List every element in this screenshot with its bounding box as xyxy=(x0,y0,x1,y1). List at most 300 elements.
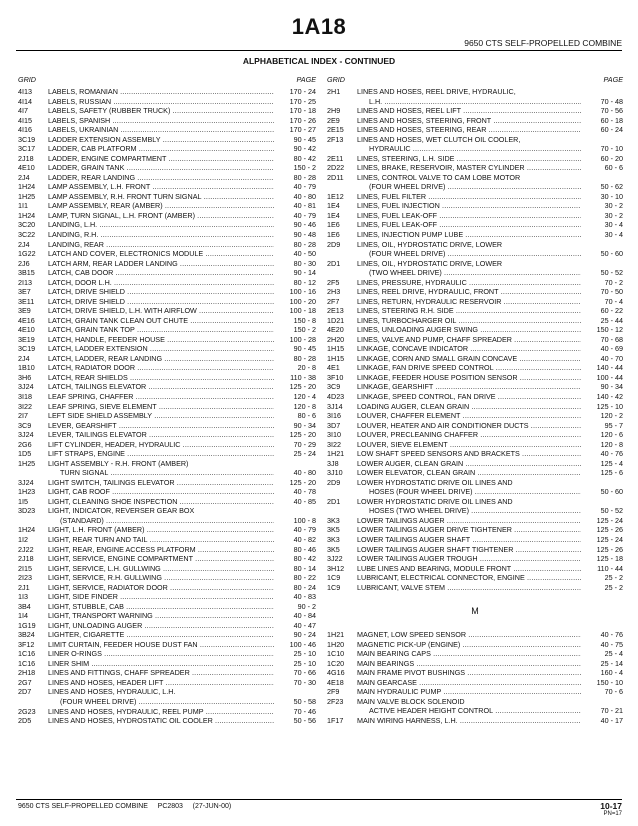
entry-text: (FOUR WHEEL DRIVE) ..... xyxy=(60,697,274,707)
entry-text: LADDER, CAB PLATFORM ..... xyxy=(48,144,274,154)
index-entry xyxy=(18,173,316,183)
index-entry xyxy=(327,125,623,135)
page-ref: 50 - 52 xyxy=(600,268,623,278)
grid-ref: 3J24 xyxy=(18,477,34,487)
entry-text: MAIN BEARING CAPS ..... xyxy=(357,649,581,659)
index-entry xyxy=(327,325,623,335)
grid-ref: 3F10 xyxy=(327,372,344,382)
index-entry xyxy=(18,516,316,526)
page-ref: 90 - 34 xyxy=(293,420,316,430)
page-ref: 25 - 14 xyxy=(600,658,623,668)
grid-ref: 2I13 xyxy=(18,277,32,287)
grid-ref: 2H18 xyxy=(18,668,36,678)
grid-ref: 3K5 xyxy=(327,525,340,535)
entry-text: LABELS, UKRAINIAN ..... xyxy=(48,125,274,135)
grid-ref: 3H12 xyxy=(327,563,345,573)
index-entry xyxy=(18,287,316,297)
page-ref: 100 - 16 xyxy=(289,287,316,297)
entry-text: LOUVER, SIEVE ELEMENT ..... xyxy=(357,440,581,450)
entry-text: LUBRICANT, ELECTRICAL CONNECTOR, ENGINE ..... xyxy=(357,573,581,583)
entry-text: LIGHT, REAR TURN AND TAIL ..... xyxy=(48,535,274,545)
page-ref: 70 - 30 xyxy=(293,677,316,687)
index-entry xyxy=(18,506,316,516)
grid-ref: 4E20 xyxy=(327,325,344,335)
index-entry xyxy=(18,220,316,230)
page-ref: 110 - 38 xyxy=(290,372,316,382)
page-ref: 120 - 8 xyxy=(600,439,623,449)
index-entry xyxy=(18,468,316,478)
index-entry xyxy=(327,287,623,297)
index-entry xyxy=(18,125,316,135)
page-ref: 150 - 10 xyxy=(596,677,623,687)
entry-text: LINES, CONTROL VALVE TO CAM LOBE MOTOR xyxy=(357,172,521,182)
index-entry xyxy=(18,497,316,507)
index-entry xyxy=(327,173,623,183)
page-ref: 90 - 34 xyxy=(600,382,623,392)
index-entry xyxy=(327,135,623,145)
entry-text: LEVER, GEARSHIFT ..... xyxy=(48,421,274,431)
page-ref: 95 - 7 xyxy=(604,420,623,430)
index-entry xyxy=(327,687,623,697)
grid-ref: 3B24 xyxy=(18,630,35,640)
entry-text: L.H. ..... xyxy=(369,97,581,107)
footer-rule xyxy=(16,799,622,800)
index-entry xyxy=(327,678,623,688)
entry-text: LATCH, CAB DOOR ..... xyxy=(48,268,274,278)
entry-text: LINES, FUEL INJECTION ..... xyxy=(357,201,581,211)
page-ref: 25 - 2 xyxy=(604,573,623,583)
page-ref: 50 - 58 xyxy=(293,697,316,706)
page-ref: 125 - 4 xyxy=(600,458,623,468)
entry-text: LADDER, GRAIN TANK ..... xyxy=(48,163,274,173)
index-entry xyxy=(327,182,623,192)
index-entry xyxy=(327,649,623,659)
index-entry xyxy=(18,545,316,555)
grid-ref: 4E18 xyxy=(327,677,344,687)
index-entry xyxy=(18,316,316,326)
entry-text: LANDING, R.H. ..... xyxy=(48,230,274,240)
grid-ref: 2J4 xyxy=(18,172,30,182)
entry-text: LOWER TAILINGS AUGER ..... xyxy=(357,516,581,526)
index-entry xyxy=(327,573,623,583)
index-entry xyxy=(327,554,623,564)
index-entry xyxy=(327,116,623,126)
entry-text: LUBE LINES AND BEARING, MODULE FRONT ..... xyxy=(357,564,581,574)
page-ref: 100 - 20 xyxy=(289,296,316,306)
page-ref: 125 - 24 xyxy=(596,515,623,525)
grid-ref: 1H24 xyxy=(18,210,36,220)
entry-text: LAMP ASSEMBLY, R.H. FRONT TURN SIGNAL ..... xyxy=(48,192,274,202)
page-ref: 140 - 42 xyxy=(596,392,623,401)
index-entry xyxy=(327,306,623,316)
entry-text: TURN SIGNAL ..... xyxy=(60,468,274,478)
page-ref: 170 - 24 xyxy=(289,87,316,96)
grid-ref: 4I15 xyxy=(18,115,32,125)
grid-ref: 2H1 xyxy=(327,87,341,96)
page-ref: 40 - 69 xyxy=(600,344,623,354)
index-entry xyxy=(327,382,623,392)
entry-text: LOUVER, PRECLEANING CHAFFER ..... xyxy=(357,430,581,440)
index-entry xyxy=(327,668,623,678)
grid-ref: 3E9 xyxy=(18,306,31,316)
grid-ref: 4E16 xyxy=(18,315,35,325)
index-entry xyxy=(327,163,623,173)
entry-text: HOSES (TWO WHEEL DRIVE) ..... xyxy=(369,506,581,516)
index-entry xyxy=(18,697,316,707)
page-ref: 80 - 14 xyxy=(293,563,316,573)
entry-text: LINES, REEL DRIVE, HYDRAULIC, FRONT ..... xyxy=(357,287,581,297)
index-entry xyxy=(327,449,623,459)
page-ref: 80 - 28 xyxy=(293,353,316,363)
index-entry xyxy=(327,525,623,535)
grid-ref: 1D21 xyxy=(327,315,345,325)
page-ref: 125 - 20 xyxy=(289,430,316,440)
page-ref: 160 - 4 xyxy=(600,668,623,678)
page-ref: 50 - 52 xyxy=(600,506,623,516)
grid-ref: 2H3 xyxy=(327,287,341,297)
page-ref: 40 - 79 xyxy=(293,182,316,192)
page-ref: 90 - 48 xyxy=(293,229,316,239)
entry-text: (STANDARD) ..... xyxy=(60,516,274,526)
grid-ref: 2D9 xyxy=(327,239,341,249)
grid-ref: 4E10 xyxy=(18,163,35,173)
index-entry xyxy=(327,497,623,507)
page-ref: 50 - 60 xyxy=(600,249,623,259)
page-ref: 80 - 28 xyxy=(293,172,316,182)
entry-text: MAIN VALVE BLOCK SOLENOID xyxy=(357,696,465,706)
grid-ref: 4E10 xyxy=(18,325,35,335)
grid-label: GRID xyxy=(327,75,345,84)
index-entry xyxy=(327,468,623,478)
index-entry xyxy=(18,135,316,145)
index-entry xyxy=(327,278,623,288)
entry-text: LIGHT SWITCH, TAILINGS ELEVATOR ..... xyxy=(48,478,274,488)
grid-ref: 4I13 xyxy=(18,87,32,96)
index-entry xyxy=(18,163,316,173)
index-entry xyxy=(327,220,623,230)
page-ref: 90 - 2 xyxy=(297,601,316,611)
index-entry xyxy=(327,344,623,354)
page-ref: 125 - 20 xyxy=(289,477,316,487)
page-ref: 40 - 47 xyxy=(293,620,316,630)
entry-text: LADDER, ENGINE COMPARTMENT ..... xyxy=(48,154,274,164)
entry-text: LATCH, DRIVE SHIELD, L.H. WITH AIRFLOW ..... xyxy=(48,306,274,316)
page-ref: 80 - 24 xyxy=(293,582,316,592)
entry-text: LIGHT, SERVICE, ENGINE COMPARTMENT ..... xyxy=(48,554,274,564)
index-entry xyxy=(327,516,623,526)
entry-text: LINES, BRAKE, RESERVOIR, MASTER CYLINDER ..... xyxy=(357,163,581,173)
entry-text: LINES AND HOSES, HYDRAULIC, REEL PUMP ..... xyxy=(48,707,274,717)
index-entry xyxy=(327,240,623,250)
grid-ref: 1E12 xyxy=(327,191,344,201)
entry-text: MAIN FRAME PIVOT BUSHINGS ..... xyxy=(357,668,581,678)
entry-text: LIGHT, STUBBLE, CAB ..... xyxy=(48,602,274,612)
grid-ref: 4G16 xyxy=(327,668,345,678)
index-entry xyxy=(18,668,316,678)
grid-ref: 2F5 xyxy=(327,277,340,287)
page-ref: 150 - 2 xyxy=(293,163,316,173)
page-ref: 90 - 42 xyxy=(293,144,316,154)
index-entry xyxy=(18,707,316,717)
page-ref: 25 - 10 xyxy=(293,649,316,659)
grid-ref: 1I4 xyxy=(18,611,28,621)
entry-text: LINKAGE, GEARSHIFT ..... xyxy=(357,382,581,392)
index-entry xyxy=(327,230,623,240)
entry-text: LOWER ELEVATOR, CLEAN GRAIN ..... xyxy=(357,468,581,478)
index-entry xyxy=(18,363,316,373)
page-ref: 50 - 60 xyxy=(600,487,623,497)
grid-ref: 3J24 xyxy=(18,382,34,392)
grid-ref: 3I22 xyxy=(327,439,341,449)
column-header xyxy=(327,75,623,87)
entry-text: LIFT CYLINDER, HEADER, HYDRAULIC ..... xyxy=(48,440,274,450)
page-ref: 40 - 81 xyxy=(293,201,316,211)
index-entry xyxy=(18,583,316,593)
index-entry xyxy=(18,259,316,269)
page-ref: 125 - 24 xyxy=(596,534,623,544)
entry-text: LABELS, RUSSIAN ..... xyxy=(48,97,274,107)
entry-text: MAGNET, LOW SPEED SENSOR ..... xyxy=(357,630,581,640)
page-ref: 100 - 44 xyxy=(596,372,623,382)
index-entry xyxy=(18,525,316,535)
grid-ref: 3C9 xyxy=(18,420,32,430)
page-ref: 125 - 26 xyxy=(596,544,623,554)
entry-text: LINES, UNLOADING AUGER SWING ..... xyxy=(357,325,581,335)
page-ref: 100 - 46 xyxy=(289,639,316,649)
index-entry xyxy=(327,106,623,116)
index-entry xyxy=(327,335,623,345)
entry-text: LATCH, REAR SHIELDS ..... xyxy=(48,373,274,383)
entry-text: LINES AND HOSES, HYDROSTATIC OIL COOLER ..... xyxy=(48,716,274,726)
entry-text: LINER SHIM ..... xyxy=(48,659,274,669)
entry-text: LATCH, GRAIN TANK CLEAN OUT CHUTE ..... xyxy=(48,316,274,326)
page-ref: 40 - 70 xyxy=(600,353,623,363)
index-entry xyxy=(18,297,316,307)
grid-ref: 2G23 xyxy=(18,706,36,716)
entry-text: LABELS, ROMANIAN ..... xyxy=(48,87,274,97)
index-entry xyxy=(18,621,316,631)
page-ref: 70 - 6 xyxy=(604,687,623,697)
left-entries xyxy=(18,87,316,726)
page-ref: 170 - 25 xyxy=(289,96,316,106)
entry-text: LOUVER, HEATER AND AIR CONDITIONER DUCTS ..... xyxy=(357,421,581,431)
entry-text: MAIN WIRING HARNESS, L.H. ..... xyxy=(357,716,581,726)
grid-ref: 2J1 xyxy=(18,582,30,592)
page-ref: 70 - 46 xyxy=(293,706,316,716)
page-ref: 125 - 10 xyxy=(596,401,623,411)
grid-ref: 1E4 xyxy=(327,210,340,220)
grid-ref: 1C16 xyxy=(18,658,36,668)
page-ref: 50 - 62 xyxy=(600,182,623,192)
entry-text: LUBRICANT, VALVE STEM ..... xyxy=(357,583,581,593)
entry-text: LAMP ASSEMBLY, L.H. FRONT ..... xyxy=(48,182,274,192)
page-ref: 40 - 80 xyxy=(293,191,316,201)
entry-text: ACTIVE HEADER HEIGHT CONTROL ..... xyxy=(369,706,581,716)
entry-text: LINES, TURBOCHARGER OIL ..... xyxy=(357,316,581,326)
page-ref: 150 - 8 xyxy=(293,315,316,325)
grid-ref: 2H20 xyxy=(327,334,345,344)
entry-text: LATCH, LADDER EXTENSION ..... xyxy=(48,344,274,354)
page-ref: 30 - 2 xyxy=(604,210,623,220)
column-header xyxy=(18,75,316,87)
page-ref: 90 - 46 xyxy=(293,220,316,230)
grid-ref: 2I7 xyxy=(18,411,28,421)
page-label: PAGE xyxy=(296,75,316,84)
page-ref: 40 - 75 xyxy=(600,639,623,649)
index-entry xyxy=(327,630,623,640)
page-ref: 70 - 21 xyxy=(600,706,623,716)
grid-ref: 2D1 xyxy=(327,496,341,506)
page-ref: 25 - 44 xyxy=(600,315,623,325)
entry-text: MAIN GEARCASE ..... xyxy=(357,678,581,688)
entry-text: (FOUR WHEEL DRIVE) ..... xyxy=(369,182,581,192)
entry-text: MAGNETIC PICK-UP (ENGINE) ..... xyxy=(357,640,581,650)
page-ref: 40 - 79 xyxy=(293,210,316,220)
grid-ref: 2D11 xyxy=(327,172,344,182)
entry-text: LATCH, GRAIN TANK TOP ..... xyxy=(48,325,274,335)
index-entry xyxy=(327,297,623,307)
entry-text: LINES AND HOSES, STEERING, REAR ..... xyxy=(357,125,581,135)
entry-text: LOWER TAILINGS AUGER SHAFT ..... xyxy=(357,535,581,545)
page-ref: 70 - 4 xyxy=(604,296,623,306)
index-entry xyxy=(327,583,623,593)
grid-ref: 3C20 xyxy=(18,220,36,230)
entry-text: LADDER, REAR LANDING ..... xyxy=(48,173,274,183)
right-entries xyxy=(327,87,623,726)
index-entry xyxy=(327,487,623,497)
footer-page-number: 10-17 xyxy=(600,801,622,811)
index-entry xyxy=(18,421,316,431)
entry-text: LATCH, DRIVE SHIELD ..... xyxy=(48,287,274,297)
page-ref: 120 - 8 xyxy=(293,401,316,411)
grid-ref: 3H6 xyxy=(18,372,32,382)
grid-ref: 2J6 xyxy=(18,258,30,268)
entry-text: LINES, VALVE AND PUMP, CHAFF SPREADER ..... xyxy=(357,335,581,345)
grid-ref: 2J4 xyxy=(18,239,30,249)
index-entry xyxy=(327,545,623,555)
entry-text: LATCH, RADIATOR DOOR ..... xyxy=(48,363,274,373)
grid-ref: 2F7 xyxy=(327,296,340,306)
index-entry xyxy=(18,630,316,640)
page-ref: 25 - 2 xyxy=(604,582,623,592)
entry-text: LABELS, SPANISH ..... xyxy=(48,116,274,126)
entry-text: LANDING, REAR ..... xyxy=(48,240,274,250)
page-ref: 70 - 56 xyxy=(600,106,623,116)
index-entry xyxy=(18,116,316,126)
entry-text: LATCH, DRIVE SHIELD ..... xyxy=(48,297,274,307)
index-entry xyxy=(18,354,316,364)
entry-text: LAMP, TURN SIGNAL, L.H. FRONT (AMBER) ..... xyxy=(48,211,274,221)
entry-text: LIGHTER, CIGARETTE ..... xyxy=(48,630,274,640)
entry-text: LINES AND HOSES, HEADER LIFT ..... xyxy=(48,678,274,688)
document-subtitle: 9650 CTS SELF-PROPELLED COMBINE xyxy=(464,38,622,48)
page-ref: 90 - 45 xyxy=(293,134,316,144)
grid-ref: 4I14 xyxy=(18,96,32,106)
grid-ref: 2H9 xyxy=(327,106,341,116)
grid-ref: 1C20 xyxy=(327,658,345,668)
entry-text: LIGHT, L.H. FRONT (AMBER) ..... xyxy=(48,525,274,535)
entry-text: LIGHT, UNLOADING AUGER ..... xyxy=(48,621,274,631)
grid-ref: 3F12 xyxy=(18,639,35,649)
page-ref: 30 - 4 xyxy=(604,229,623,239)
index-entry xyxy=(18,602,316,612)
entry-text: LADDER EXTENSION ASSEMBLY ..... xyxy=(48,135,274,145)
entry-text: LINES, OIL, HYDROSTATIC DRIVE, LOWER xyxy=(357,239,503,249)
entry-text: LINES AND HOSES, HYDRAULIC, L.H. xyxy=(48,687,176,697)
page-ref: 170 - 18 xyxy=(289,106,316,116)
index-entry xyxy=(18,306,316,316)
entry-text: HYDRAULIC ..... xyxy=(369,144,581,154)
grid-ref: 4I16 xyxy=(18,125,32,135)
index-entry xyxy=(18,592,316,602)
grid-ref: 2D22 xyxy=(327,163,345,173)
page-label: PAGE xyxy=(603,75,623,84)
index-entry xyxy=(327,144,623,154)
index-entry xyxy=(18,411,316,421)
entry-text: LANDING, L.H. ..... xyxy=(48,220,274,230)
footer-page-code: PN=17 xyxy=(603,811,622,817)
index-entry xyxy=(327,430,623,440)
page-ref: 30 - 10 xyxy=(600,191,623,201)
index-entry xyxy=(18,106,316,116)
entry-text: LINES, FUEL LEAK-OFF ..... xyxy=(357,220,581,230)
spacer xyxy=(327,621,623,631)
entry-text: LIGHT, INDICATOR, REVERSER GEAR BOX xyxy=(48,506,195,516)
grid-ref: 4E1 xyxy=(327,363,340,373)
index-entry xyxy=(327,640,623,650)
grid-ref: 2E9 xyxy=(327,115,340,125)
page-ref: 60 - 6 xyxy=(604,163,623,173)
entry-text: LOADING AUGER, CLEAN GRAIN ..... xyxy=(357,402,581,412)
index-entry xyxy=(327,154,623,164)
index-entry xyxy=(18,430,316,440)
grid-ref: 3C17 xyxy=(18,144,36,154)
grid-ref: 1C10 xyxy=(327,649,345,659)
index-entry xyxy=(18,249,316,259)
page-ref: 30 - 4 xyxy=(604,220,623,230)
entry-text: LATCH, TAILINGS ELEVATOR ..... xyxy=(48,382,274,392)
page-ref: 40 - 76 xyxy=(600,630,623,640)
entry-text: LINES AND HOSES, STEERING, FRONT ..... xyxy=(357,116,581,126)
index-entry xyxy=(18,535,316,545)
entry-text: LOWER HYDROSTATIC DRIVE OIL LINES AND xyxy=(357,477,513,487)
entry-text: MAIN BEARINGS ..... xyxy=(357,659,581,669)
entry-text: LAMP ASSEMBLY, REAR (AMBER) ..... xyxy=(48,201,274,211)
page-ref: 80 - 6 xyxy=(297,411,316,421)
entry-text: HOSES (FOUR WHEEL DRIVE) ..... xyxy=(369,487,581,497)
entry-text: LIMIT CURTAIN, FEEDER HOUSE DUST FAN ..... xyxy=(48,640,274,650)
index-entry xyxy=(18,649,316,659)
page-ref: 150 - 2 xyxy=(293,325,316,335)
index-entry xyxy=(18,564,316,574)
entry-text: LATCH AND COVER, ELECTRONICS MODULE ..... xyxy=(48,249,274,259)
index-entry xyxy=(18,97,316,107)
page-ref: 125 - 6 xyxy=(600,468,623,478)
entry-text: LABELS, SAFETY (RUBBER TRUCK) ..... xyxy=(48,106,274,116)
grid-ref: 2E11 xyxy=(327,153,344,163)
page-ref: 120 - 6 xyxy=(600,430,623,440)
grid-ref: 2G7 xyxy=(18,677,32,687)
grid-ref: 1C9 xyxy=(327,573,341,583)
grid-ref: 1I2 xyxy=(18,534,28,544)
index-column-right xyxy=(327,75,623,726)
page-ref: 40 - 17 xyxy=(600,716,623,725)
page-ref: 80 - 42 xyxy=(293,153,316,163)
entry-text: LIGHT, SIDE FINDER ..... xyxy=(48,592,274,602)
grid-ref: 2G6 xyxy=(18,439,32,449)
index-entry xyxy=(18,201,316,211)
grid-ref: 1G19 xyxy=(18,620,36,630)
